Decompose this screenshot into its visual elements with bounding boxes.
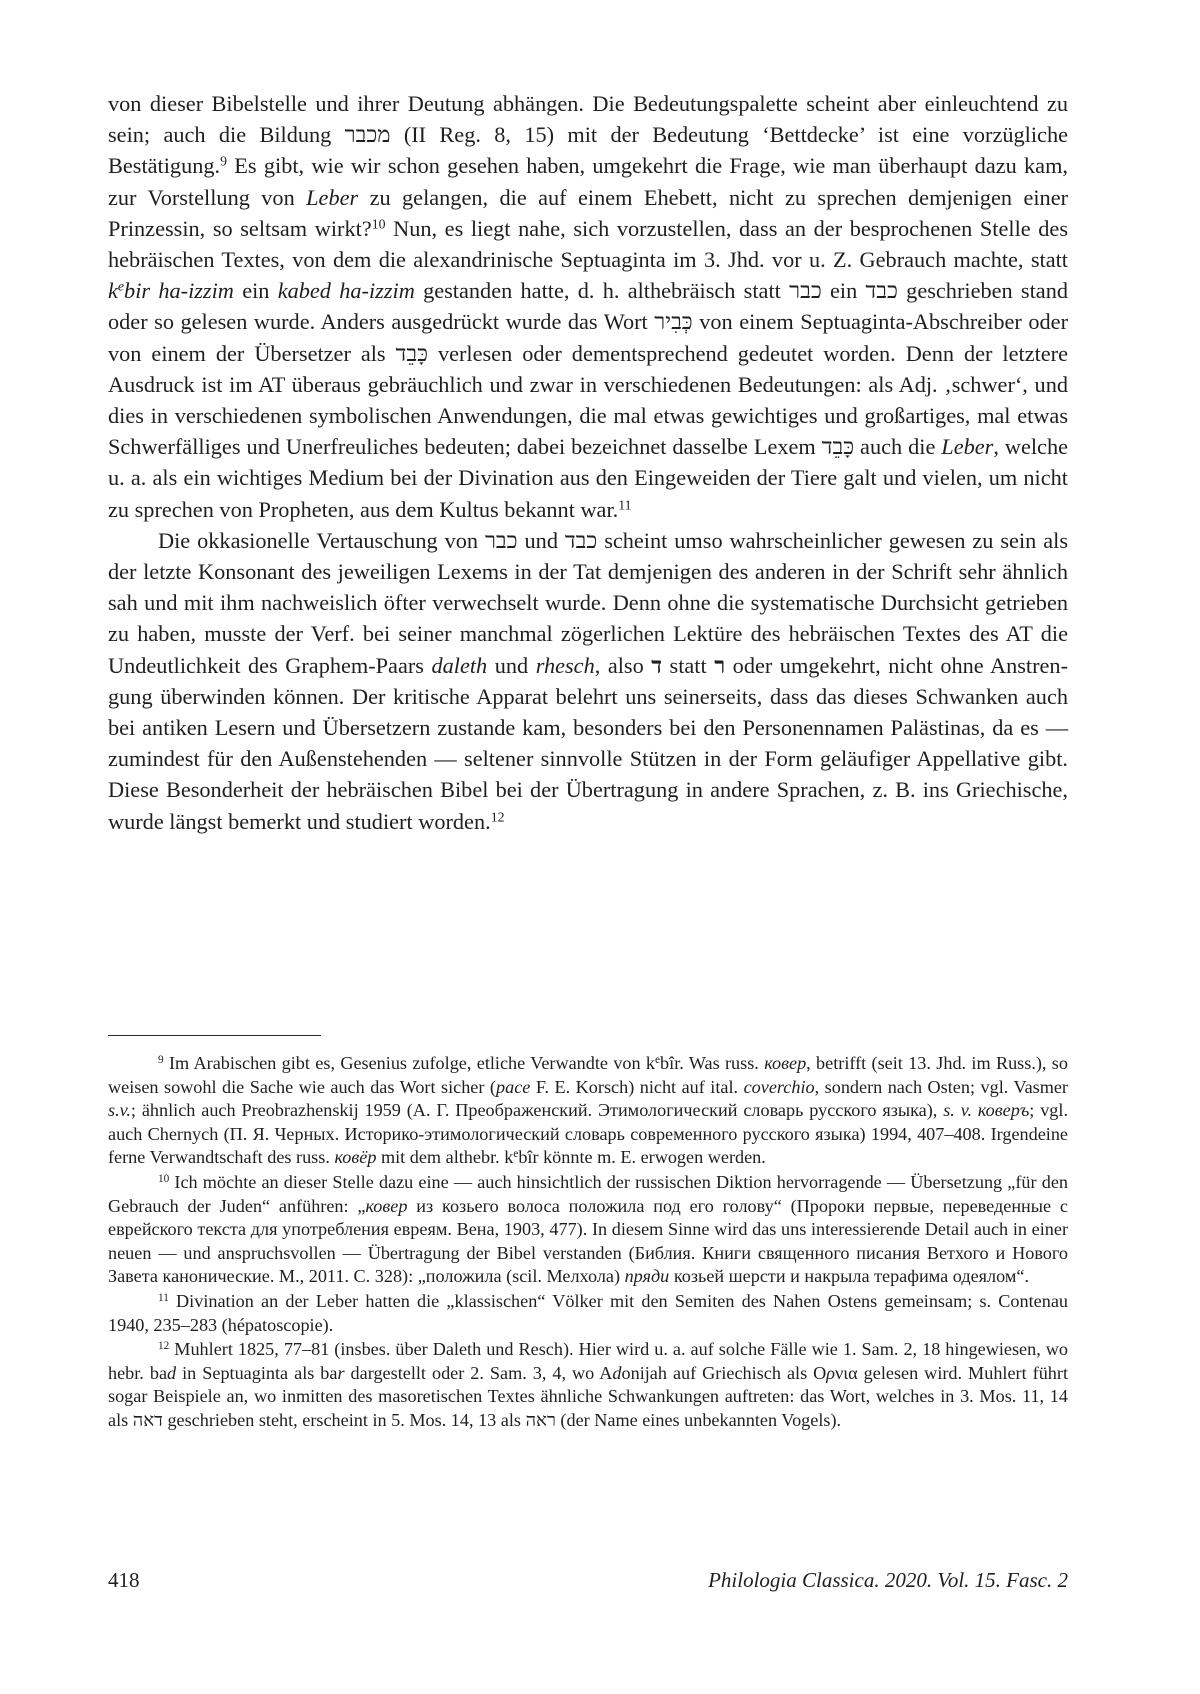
footnote-marker: 11 <box>618 497 632 513</box>
hebrew-word: כְּבִיר <box>654 309 693 335</box>
text-run: (der Name eines unbekannten Vogels). <box>555 1409 842 1430</box>
emphasis: ковер <box>365 1195 408 1216</box>
emphasis: coverchio <box>743 1076 815 1097</box>
footnote-marker: 9 <box>220 153 228 169</box>
text-run: dargestellt oder 2. Sam. 3, 4, wo A <box>344 1362 613 1383</box>
emphasis: s.v. <box>108 1100 131 1121</box>
emphasis: d <box>612 1362 622 1383</box>
emphasis: ковёр <box>334 1147 377 1168</box>
hebrew-word: מכבר <box>344 122 391 148</box>
text-run: , betrifft (seit 13. Jhd. im Russ.), so weisen sowohl die Sache wie auch das Wort sicher ( <box>108 1053 1068 1097</box>
text-run: und <box>487 652 536 678</box>
text-run: (II Reg. 8, 15) mit der Bedeutung ‘Bettdecke’ ist eine vorzügliche Bestätigung. <box>108 122 1069 179</box>
hebrew-letter: ד <box>651 652 662 678</box>
emphasis: ρ <box>826 1362 836 1383</box>
text-run: , also <box>594 652 652 678</box>
text-run: Die okkasionelle Vertauschung von <box>158 527 485 553</box>
text-run: Muhlert 1825, 77–81 (insbes. über Daleth und Resch). Hier wird u. a. auf solche Fälle wie 1. Sam. 2, 18 hingewiesen, wo hebr. ba <box>108 1339 1068 1383</box>
text-run: statt <box>662 652 715 678</box>
footnote-marker: 10 <box>371 216 386 232</box>
emphasis: k <box>108 278 118 304</box>
text-run: verlesen oder dementsprechend gedeutet worden. Denn der letztere Ausdruck ist im AT überaus gebräuchlich und zwar in verschiedenen Bedeutungen: als Adj. ‚schwer‘, und dies in verschiedenen symbolischen Anwendungen, die mal etwas gewichtiges und großartiges, mal etwas Schwerfälliges und Unerfreuliches bedeuten; dabei bezeichnet dasselbe Lexem <box>108 340 1068 460</box>
text-run: gestanden hatte, d. h. althebräisch statt <box>414 278 790 304</box>
text-run: von dieser Bibelstelle und ihrer Deutung abhängen. Die Bedeutungspalette scheint aber einleuchtend zu sein; auch die Bildung <box>108 91 1068 148</box>
page-number: 418 <box>108 1568 140 1592</box>
text-run: Im Arabischen gibt es, Gesenius zufolge, etliche Verwandte von k <box>163 1053 656 1073</box>
emphasis: ковер <box>764 1053 807 1073</box>
footnotes <box>108 1052 1068 1434</box>
text-run: oder umgekehrt, nicht ohne Anstrengung überwinden können. Der kritische Apparat belehrt uns seinerseits, dass das dieses Schwanken auch bei antiken Lesern und Übersetzern zustande kam, besonders bei den Personennamen Palästinas, da es — zumindest für den Außenstehenden — seltener sinnvolle Stützen in der Form geläufiger Appellative gibt. Diese Besonderheit der hebräischen Bibel bei der Übertragung in andere Sprachen, z. B. ins Griechische, wurde längst bemerkt und studiert worden. <box>108 652 1069 834</box>
hebrew-word: כבר <box>484 527 518 553</box>
text-run: Nun, es liegt nahe, sich vorzustellen, dass an der besprochenen Stelle des hebräischen Textes, von dem die alexandrinische Septuaginta im 3. Jhd. vor u. Z. Gebrauch machte, statt <box>108 215 1068 273</box>
footnote-marker: e <box>655 1053 661 1066</box>
text-run: , sondern nach Osten; vgl. Vasmer <box>814 1076 1068 1097</box>
text-run: , welche u. a. als ein wichtiges Medium bei der Divination aus den Eingeweiden der Tiere galt und vielen, um nicht zu sprechen von Propheten, aus dem Kultus bekannt war. <box>108 434 1068 522</box>
emphasis: d <box>167 1362 177 1383</box>
emphasis: kabed ha-izzim <box>277 278 415 304</box>
hebrew-word: כבד <box>865 278 898 304</box>
text-run: bîr könnte m. E. erwogen werden. <box>518 1147 766 1168</box>
text-run: auch die <box>854 434 942 460</box>
text-run: zu gelangen, die auf einem Ehebett, nicht zu sprechen demjenigen einer Prinzessin, so seltsam wirkt? <box>108 184 1069 241</box>
paragraph <box>108 88 1068 525</box>
text-run: из козьего волоса положила под его голову“ (Пророки первые, переведенные с еврейского текста для употребления евреям. Вена, 1903, 477). In diesem Sinne wird das uns interessierende Detail auch in einer neuen — und anspruchsvollen — Übertragung der Bibel verstanden (Библия. Книги священного писания Ветхого и Нового Завета канонические. М., 2011. С. 328): „положила (scil. Мелхола) <box>108 1195 1068 1287</box>
hebrew-letter: ר <box>714 652 726 678</box>
emphasis: daleth <box>431 652 488 678</box>
text-run: und <box>517 527 565 553</box>
text-run: Es gibt, wie wir schon gesehen haben, umgekehrt die Frage, wie man überhaupt dazu kam, zur Vorstellung von <box>108 153 1068 210</box>
footnote-10 <box>108 1171 1068 1289</box>
footnote-separator <box>108 1035 321 1036</box>
emphasis: pace <box>496 1076 531 1097</box>
text-run: ; vgl. auch Chernych (П. Я. Черных. Историко-этимологический словарь современного русского языка) 1994, 407–408. Irgendeine ferne Verwandtschaft des russ. <box>108 1100 1068 1168</box>
page-footer <box>108 1568 1068 1598</box>
main-text <box>108 88 1068 837</box>
emphasis: r <box>337 1362 345 1383</box>
text-run: bîr. Was russ. <box>660 1053 765 1073</box>
text-run: mit dem althebr. k <box>376 1147 514 1168</box>
footnote-marker: 12 <box>490 809 505 825</box>
footnote-12 <box>108 1338 1068 1432</box>
journal-citation: Philologia Classica. 2020. Vol. 15. Fasc. 2 <box>708 1568 1068 1592</box>
footnote-marker: e <box>117 278 125 294</box>
text-run: ; ähnlich auch Preobrazhenskij 1959 (А. Г. Преображенский. Этимологический словарь русского языка), <box>130 1100 944 1121</box>
footnote-9 <box>108 1052 1068 1170</box>
text-run: ein <box>233 278 278 304</box>
text-run: Ich möchte an dieser Stelle dazu eine — auch hinsichtlich der russischen Diktion hervorragende — Übersetzung „für den Gebrauch der Juden“ anführen: „ <box>108 1171 1068 1216</box>
footnote-marker: e <box>513 1148 519 1161</box>
hebrew-word: כבר <box>789 278 822 304</box>
emphasis: пряди <box>624 1266 670 1287</box>
text-run: scheint umso wahrscheinlicher gewesen zu sein als der letzte Konsonant des jeweiligen Lexems in der Tat demjenigen des anderen in der Schrift sehr ähnlich sah und mit ihm nachweislich öfter verwechselt wurde. Denn ohne die systematische Durchsicht getrieben zu haben, musste der Verf. bei seiner manchmal zögerlichen Lektüre des hebräischen Textes des AT die Undeutlichkeit des Graphem-Paars <box>108 527 1068 678</box>
footnote-marker: 12 <box>158 1339 170 1352</box>
footnote-marker: 9 <box>158 1053 164 1066</box>
text-run: козьей шерсти и накрыла терафима одеялом“. <box>669 1266 1029 1287</box>
hebrew-word: דאה <box>132 1409 163 1430</box>
text-run: von einem Septuaginta-Abschreiber oder von einem der Übersetzer als <box>108 309 1068 366</box>
hebrew-word: כָּבֵד <box>821 434 855 460</box>
text-run: onijah auf Griechisch als Ο <box>621 1362 827 1383</box>
emphasis: rhesch <box>535 652 595 678</box>
footnote-11 <box>108 1290 1068 1337</box>
emphasis: Leber <box>306 184 359 210</box>
hebrew-word: כבד <box>564 527 598 553</box>
emphasis: s. v. коверъ <box>943 1100 1030 1121</box>
emphasis: bir ha-izzim <box>124 278 234 304</box>
emphasis: Leber <box>941 434 994 460</box>
text-run: νια gelesen wird. Muhlert führt sogar Beispiele an, wo inmitten des masoretischen Textes ähnliche Schwankungen auftreten: das Wort, welches in 3. Mos. 11, 14 als <box>108 1362 1069 1430</box>
text-run: in Septuaginta als ba <box>176 1362 338 1383</box>
text-run: geschrieben stand oder so gelesen wurde. Anders ausgedrückt wurde das Wort <box>108 278 1068 335</box>
hebrew-word: כָּבֵד <box>395 340 428 366</box>
text-run: geschrieben steht, erscheint in 5. Mos. 14, 13 als <box>162 1409 526 1430</box>
text-run: F. E. Korsch) nicht auf ital. <box>530 1076 744 1097</box>
footnote-marker: 11 <box>158 1291 169 1304</box>
text-run: Divination an der Leber hatten die „klassischen“ Völker mit den Semiten des Nahen Ostens gemeinsam; s. Contenau 1940, 235–283 (hépatoscopie). <box>108 1290 1068 1335</box>
footnote-marker: 10 <box>158 1172 170 1185</box>
paragraph <box>108 525 1068 837</box>
hebrew-word: ראה <box>525 1409 556 1430</box>
text-run: ein <box>821 278 866 304</box>
